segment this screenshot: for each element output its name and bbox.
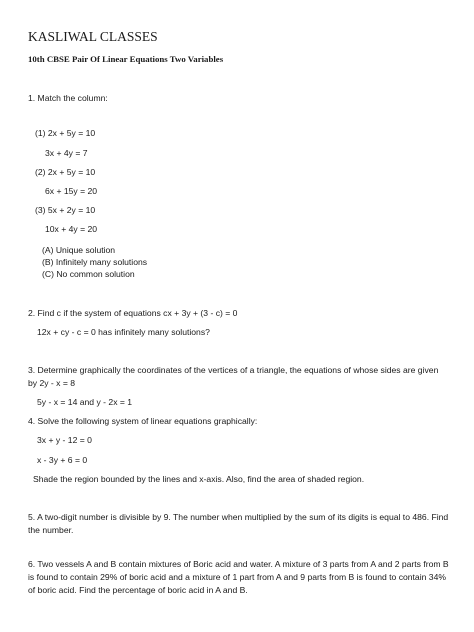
q4-eq1: 3x + y - 12 = 0 <box>37 435 92 445</box>
q2-line1: 2. Find c if the system of equations cx + 3y + (3 - c) = 0 <box>28 308 238 318</box>
q3-line1: 3. Determine graphically the coordinates of the vertices of a triangle, the equations of whose sides are given <box>28 365 439 375</box>
q1-pair1-eq2: 3x + 4y = 7 <box>45 148 88 158</box>
q1-option-c: (C) No common solution <box>42 269 135 279</box>
q1-pair3-eq2: 10x + 4y = 20 <box>45 224 98 234</box>
q4-note: Shade the region bounded by the lines and x-axis. Also, find the area of shaded region. <box>33 474 365 484</box>
q5-text: 5. A two-digit number is divisible by 9. The number when multiplied by the sum of its digits is equal to 486. Find the number. <box>28 512 449 535</box>
q1-pair2-eq2: 6x + 15y = 20 <box>45 186 98 196</box>
q4-prompt: 4. Solve the following system of linear equations graphically: <box>28 416 258 426</box>
q1-pair3-eq1: (3) 5x + 2y = 10 <box>35 205 96 215</box>
q2-line2: 12x + cy - c = 0 has infinitely many solutions? <box>37 327 210 337</box>
q3-line3: 5y - x = 14 and y - 2x = 1 <box>37 397 133 407</box>
document-subtitle: 10th CBSE Pair Of Linear Equations Two Variables <box>28 54 224 64</box>
q1-prompt: 1. Match the column: <box>28 93 108 103</box>
brand-title: KASLIWAL CLASSES <box>28 29 158 44</box>
q1-pair2-eq1: (2) 2x + 5y = 10 <box>35 167 96 177</box>
q1-pair1-eq1: (1) 2x + 5y = 10 <box>35 128 96 138</box>
q1-option-a: (A) Unique solution <box>42 245 116 255</box>
q1-option-b: (B) Infinitely many solutions <box>42 257 148 267</box>
q4-eq2: x - 3y + 6 = 0 <box>37 455 88 465</box>
q6-text: 6. Two vessels A and B contain mixtures of Boric acid and water. A mixture of 3 parts from A and 2 parts from B is found to contain 29% of boric acid and a mixture of 1 part from A and 9 parts from B is found to contain 34% of boric acid. Find the percentage of boric acid in A and B. <box>28 559 449 595</box>
q3-line2: by 2y - x = 8 <box>28 378 76 388</box>
